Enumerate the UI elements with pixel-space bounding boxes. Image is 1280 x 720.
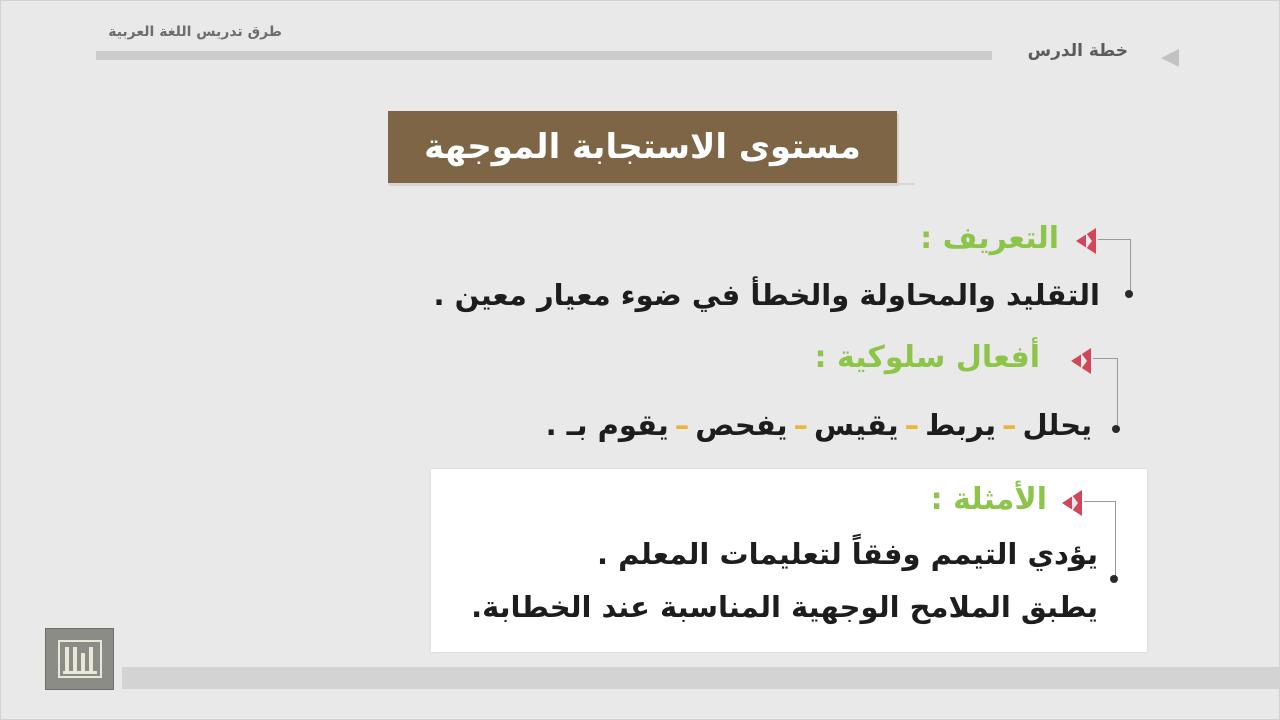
course-title: طرق تدريس اللغة العربية bbox=[108, 24, 282, 40]
verb: يقوم بـ . bbox=[545, 408, 669, 442]
actions-verbs bbox=[546, 408, 1092, 442]
example-line-2: يطبق الملامح الوجهية المناسبة عند الخطابة. bbox=[471, 590, 1098, 624]
university-logo bbox=[45, 628, 114, 690]
bracket-connector bbox=[1093, 358, 1118, 425]
bullet bbox=[1110, 575, 1118, 583]
slide-title: مستوى الاستجابة الموجهة bbox=[424, 127, 861, 167]
separator: – bbox=[793, 408, 809, 442]
header-divider bbox=[96, 51, 992, 60]
triangle-left-icon[interactable] bbox=[1161, 49, 1179, 67]
verb: يربط bbox=[925, 408, 996, 442]
bullet bbox=[1112, 425, 1120, 433]
verb: يحلل bbox=[1022, 408, 1092, 442]
title-underline bbox=[388, 183, 915, 185]
actions-heading: أفعال سلوكية : bbox=[814, 340, 1040, 375]
verb: يفحص bbox=[695, 408, 788, 442]
examples-heading: الأمثلة : bbox=[930, 482, 1047, 517]
verb: يقيس bbox=[814, 408, 899, 442]
red-triangle-marker-icon bbox=[1076, 228, 1096, 254]
breadcrumb[interactable]: خطة الدرس bbox=[1027, 41, 1128, 61]
separator: – bbox=[674, 408, 690, 442]
logo-emblem-icon bbox=[55, 637, 105, 681]
definition-text: التقليد والمحاولة والخطأ في ضوء معيار معين . bbox=[433, 278, 1100, 312]
progress-bar[interactable] bbox=[122, 667, 1280, 689]
bracket-connector bbox=[1098, 239, 1131, 295]
separator: – bbox=[904, 408, 920, 442]
definition-heading: التعريف : bbox=[920, 221, 1059, 256]
separator: – bbox=[1001, 408, 1017, 442]
bullet bbox=[1125, 290, 1133, 298]
example-line-1: يؤدي التيمم وفقاً لتعليمات المعلم . bbox=[597, 537, 1098, 571]
slide-title-box bbox=[388, 111, 897, 183]
red-triangle-marker-icon bbox=[1062, 490, 1082, 516]
red-triangle-marker-icon bbox=[1071, 348, 1091, 374]
